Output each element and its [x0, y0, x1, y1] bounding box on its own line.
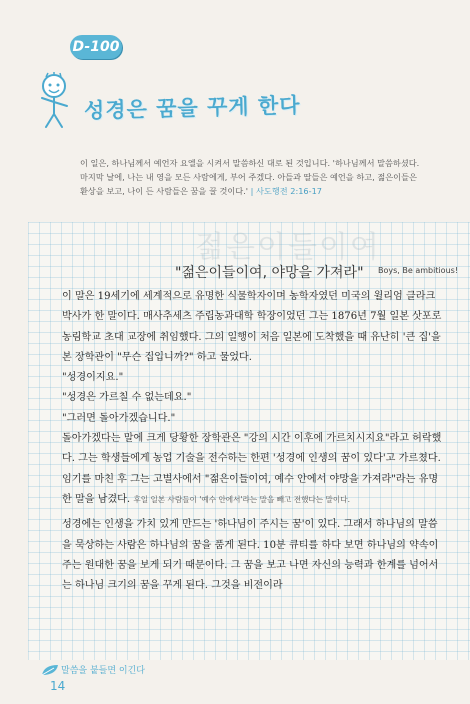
quote-english: Boys, Be ambitious!: [378, 266, 459, 275]
paragraph: 성경에는 인생을 가치 있게 만드는 '하나님이 주시는 꿈'이 있다. 그래서 하나님의 말씀을 묵상하는 사람은 하나님의 꿈을 품게 된다. 10분 큐티를 하다 보면 하나님의 약속이 주는 원대한 꿈을 보게 되기 때문이다. 그 꿈을 보고 나면 자신의 능력과 한계를 넘어서는 하나님 크기의 꿈을 꾸게 된다. 그것을 비전이라: [62, 519, 439, 592]
epigraph: [80, 156, 420, 198]
page-number: 14: [50, 679, 66, 693]
cartoon-character-icon: [34, 72, 74, 130]
paragraph: 이 말은 19세기에 세계적으로 유명한 식물학자이며 농학자였던 미국의 윌리엄 클라크 박사가 한 말이다. 매사추세츠 주립농과대학 학장이었던 그는 1876년 7월 일본 삿포로 농림학교 초대 교장에 취임했다. 그의 일행이 처음 일본에 도착했을 때 유난히 '큰 집'을 본 장학관이 "무슨 집입니까?" 하고 물었다.: [62, 291, 442, 363]
running-title: 말씀을 붙들면 이긴다: [61, 666, 145, 676]
paragraph: "성경이지요.": [62, 372, 124, 384]
body-text: [62, 287, 442, 596]
epigraph-text: 이 일은, 하나님께서 예언자 요엘을 시켜서 말씀하신 대로 된 것입니다. '하나님께서 말씀하셨다. 마지막 날에, 나는 내 영을 모든 사람에게, 부어 주겠다. 아들과 딸들은 예언을 하고, 젊은이들은 환상을 보고, 나이 든 사람들은 꿈을 꿀 것이다.': [80, 158, 420, 196]
quote-korean: "젊은이들이여, 야망을 가져라": [175, 265, 364, 281]
epigraph-reference: | 사도행전 2:16-17: [250, 186, 323, 196]
leaf-icon: [40, 663, 60, 677]
day-badge: D-100: [70, 35, 122, 59]
paragraph-text: 돌아가겠다는 말에 크게 당황한 장학관은 "강의 시간 이후에 가르치시지요"라고 허락했다. 그는 학생들에게 농업 기술을 전수하는 한편 '성경에 인생의 꿈이 있다'고 가르쳤다. 임기를 마친 후 그는 고별사에서 "젊은이들이여, 예수 안에서 야망을 가져라"라는 유명한 말을 남겼다.: [62, 433, 442, 505]
watermark-text: 젊은이들이여: [195, 230, 381, 265]
paragraph: "그러면 돌아가겠습니다.": [62, 412, 176, 424]
paragraph-note: 후일 일본 사람들이 '예수 안에서'라는 말을 빼고 전했다는 말이다.: [133, 494, 350, 504]
chapter-title: 성경은 꿈을 꾸게 한다: [83, 93, 301, 123]
paragraph: "성경은 가르칠 수 없는데요.": [62, 392, 192, 404]
paragraph: [62, 429, 442, 510]
